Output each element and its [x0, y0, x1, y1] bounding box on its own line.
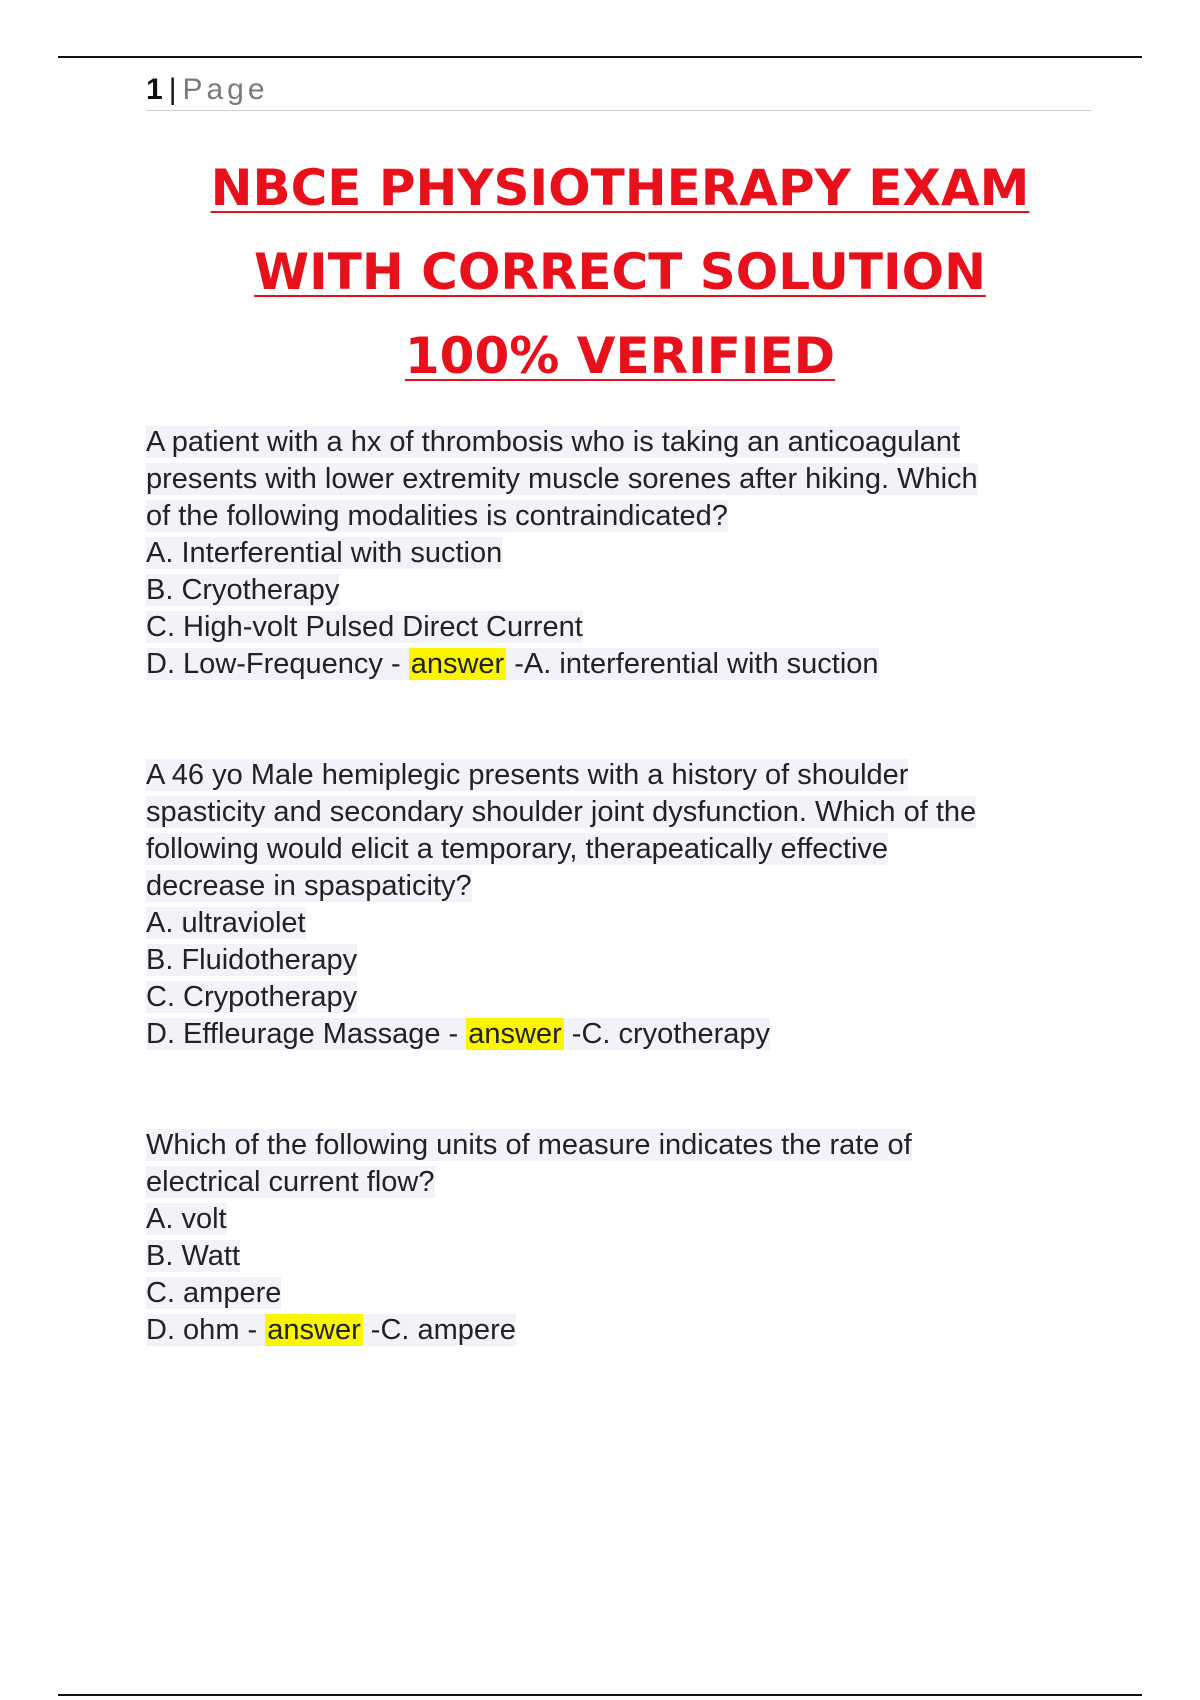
option-b: B. Fluidotherapy	[146, 944, 358, 976]
answer-text: -C. cryotherapy	[563, 1018, 771, 1050]
page-separator: |	[168, 73, 177, 106]
question-block	[146, 757, 1106, 1053]
option-d-with-answer	[146, 1016, 1106, 1053]
question-stem-line: presents with lower extremity muscle sorenes after hiking. Which	[146, 463, 978, 495]
option-a: A. Interferential with suction	[146, 537, 503, 569]
question-stem-line: decrease in spaspaticity?	[146, 870, 472, 902]
option-a: A. ultraviolet	[146, 907, 306, 939]
page-header	[146, 70, 1092, 111]
question-stem-line: electrical current flow?	[146, 1166, 435, 1198]
question-stem-line: A patient with a hx of thrombosis who is taking an anticoagulant	[146, 426, 961, 458]
answer-text: -C. ampere	[362, 1314, 516, 1346]
option-d: D. ohm -	[146, 1314, 266, 1346]
option-c: C. ampere	[146, 1277, 282, 1309]
option-d: D. Effleurage Massage -	[146, 1018, 467, 1050]
question-stem-line: of the following modalities is contraindicated?	[146, 500, 728, 532]
bottom-rule	[58, 1694, 1142, 1696]
option-d-with-answer	[146, 646, 1106, 683]
document-title	[60, 150, 1180, 402]
answer-highlight: answer	[468, 1018, 562, 1050]
top-rule	[58, 56, 1142, 58]
answer-highlight: answer	[267, 1314, 361, 1346]
question-stem-line: following would elicit a temporary, therapeatically effective	[146, 833, 889, 865]
question-stem-line: A 46 yo Male hemiplegic presents with a history of shoulder	[146, 759, 909, 791]
option-c: C. High-volt Pulsed Direct Current	[146, 611, 583, 643]
page-label: Page	[182, 73, 269, 106]
option-d: D. Low-Frequency -	[146, 648, 409, 680]
answer-text: -A. interferential with suction	[506, 648, 879, 680]
question-block	[146, 424, 1106, 683]
question-block	[146, 1127, 1106, 1349]
option-a: A. volt	[146, 1203, 227, 1235]
title-line-1: NBCE PHYSIOTHERAPY EXAM	[210, 159, 1030, 217]
title-line-3: 100% VERIFIED	[404, 327, 836, 385]
question-stem-line: Which of the following units of measure indicates the rate of	[146, 1129, 912, 1161]
answer-highlight: answer	[410, 648, 505, 680]
option-b: B. Cryotherapy	[146, 574, 340, 606]
title-line-2: WITH CORRECT SOLUTION	[254, 243, 986, 301]
questions-list	[146, 424, 1106, 1423]
option-d-with-answer	[146, 1312, 1106, 1349]
option-c: C. Crypotherapy	[146, 981, 358, 1013]
question-stem-line: spasticity and secondary shoulder joint dysfunction. Which of the	[146, 796, 977, 828]
option-b: B. Watt	[146, 1240, 240, 1272]
page-number: 1	[146, 73, 163, 106]
